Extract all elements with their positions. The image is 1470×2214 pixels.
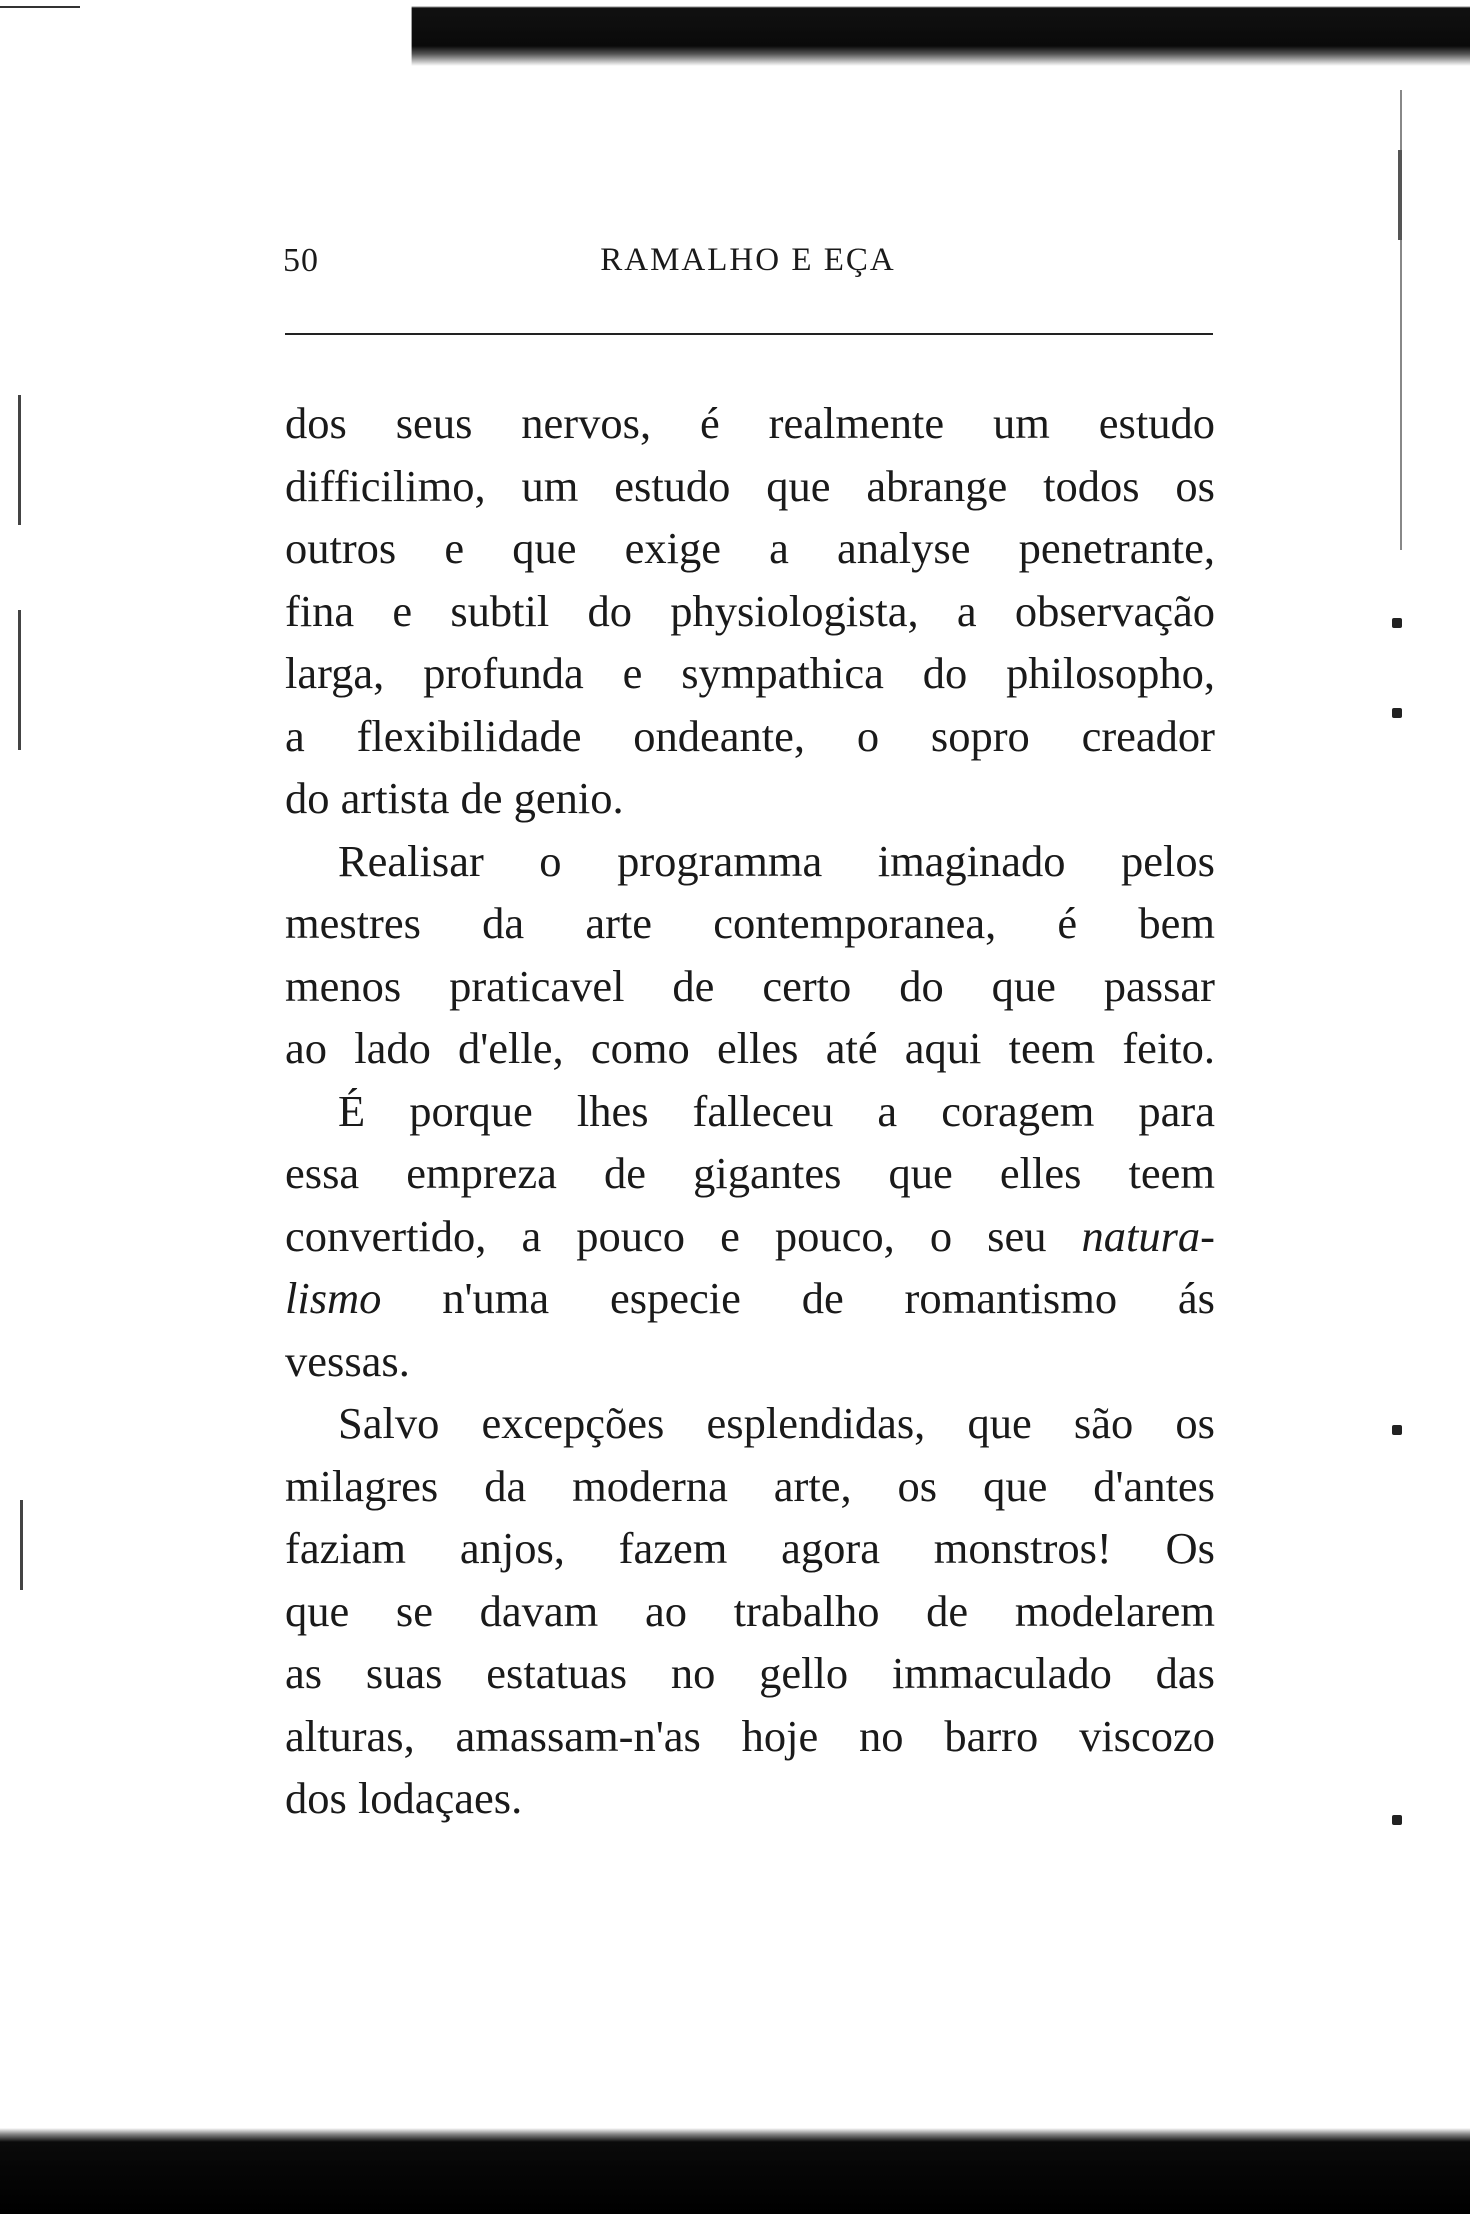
paragraph-1 [285,392,1215,830]
text-line: outros e que exige a analyse penetrante, [285,523,1215,573]
text-line: alturas, amassam-n'as hoje no barro viscozo [285,1710,1215,1761]
text-line: dos seus nervos, é realmente um estudo [285,398,1215,448]
text-line: dos lodaçaes. [285,1773,523,1823]
italic-word: natura- [1081,1210,1215,1261]
text-line: milagres da moderna arte, os que d'antes [285,1460,1215,1511]
text-fragment: n'uma especie de romantismo ás [381,1273,1215,1323]
scan-right-mark [1392,618,1402,628]
text-line: É porque lhes falleceu a coragem para [338,1085,1215,1136]
paragraph-4 [285,1392,1215,1830]
text-fragment: convertido, a pouco e pouco, o seu [285,1210,1082,1261]
text-line: menos praticavel de certo do que passar [285,960,1215,1011]
italic-word: lismo [285,1273,382,1323]
text-line: Salvo excepções esplendidas, que são os [338,1398,1215,1448]
scan-right-mark [1392,708,1402,718]
scan-right-mark [1392,1425,1402,1435]
header-rule [285,333,1213,335]
running-head: RAMALHO E EÇA [600,242,896,278]
text-line: essa empreza de gigantes que elles teem [285,1148,1215,1198]
scan-bottom-edge [0,2128,1470,2214]
text-line: as suas estatuas no gello immaculado das [285,1648,1215,1698]
text-line: vessas. [285,1335,410,1386]
scan-top-left-mark [0,6,80,8]
scan-right-mark [1392,1815,1402,1825]
text-line: fina e subtil do physiologista, a observação [285,585,1215,636]
text-line: que se davam ao trabalho de modelarem [285,1585,1215,1636]
text-line [285,1267,1215,1330]
text-line: do artista de genio. [285,773,624,823]
text-line [285,1205,1215,1268]
text-line: mestres da arte contemporanea, é bem [285,898,1215,948]
body-text [285,392,1215,1830]
text-line: difficilimo, um estudo que abrange todos os [285,460,1215,511]
scan-left-mark [20,1500,23,1590]
text-line: Realisar o programma imaginado pelos [338,835,1215,886]
text-line: a flexibilidade ondeante, o sopro creador [285,710,1215,761]
scan-right-edge-shadow [1398,150,1402,240]
text-line: larga, profunda e sympathica do philosopho, [285,648,1215,698]
scan-top-edge [0,0,1470,72]
text-line: faziam anjos, fazem agora monstros! Os [285,1523,1215,1573]
page-header [283,242,1213,292]
scan-left-mark [18,395,21,525]
paragraph-2 [285,830,1215,1080]
scan-left-mark [18,610,21,750]
text-line: ao lado d'elle, como elles até aqui teem feito. [285,1023,1215,1073]
paragraph-3 [285,1080,1215,1393]
page-number: 50 [283,242,319,279]
